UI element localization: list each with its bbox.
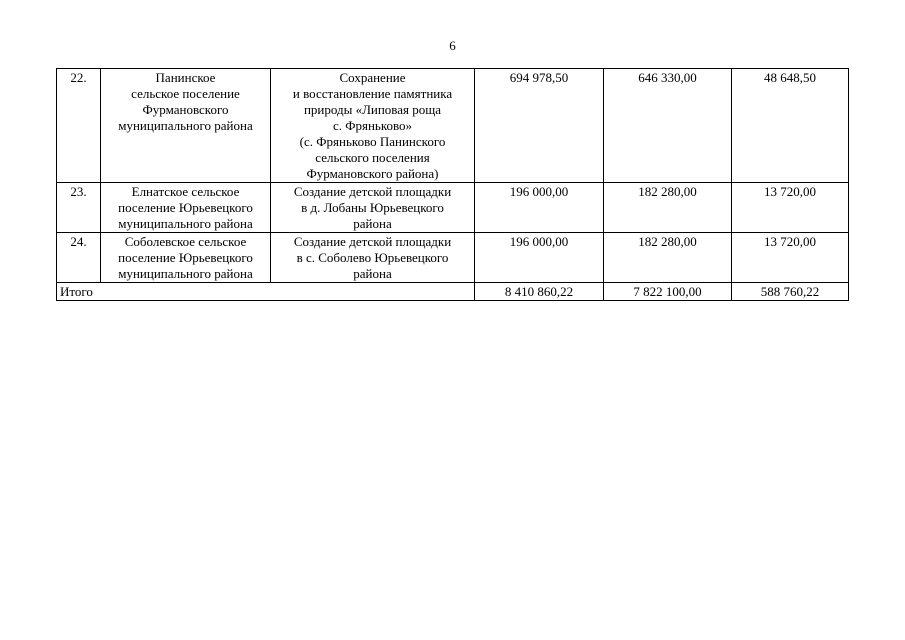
total-amount: 196 000,00 (475, 233, 604, 283)
settlement-line: поселение Юрьевецкого (118, 250, 253, 265)
project-cell (271, 69, 475, 183)
page-number: 6 (449, 38, 456, 53)
project-line: Создание детской площадки (293, 234, 452, 249)
table-row (57, 69, 849, 183)
settlement-line: муниципального района (118, 216, 253, 231)
project-line: с. Фряньково» (332, 118, 413, 133)
regional-amount: 182 280,00 (604, 183, 732, 233)
local-amount: 13 720,00 (732, 233, 849, 283)
settlement-cell (101, 69, 271, 183)
settlement-line: муниципального района (118, 266, 253, 281)
project-line: сельского поселения (315, 150, 430, 165)
regional-amount: 646 330,00 (604, 69, 732, 183)
regional-amount: 182 280,00 (604, 233, 732, 283)
settlement-line: муниципального района (118, 118, 253, 133)
row-number: 23. (57, 183, 101, 233)
total-amount: 694 978,50 (475, 69, 604, 183)
settlement-line: поселение Юрьевецкого (118, 200, 253, 215)
project-line: в с. Соболево Юрьевецкого (296, 250, 449, 265)
project-line: Фурмановского района) (306, 166, 439, 181)
project-cell (271, 183, 475, 233)
local-amount: 48 648,50 (732, 69, 849, 183)
funding-table (56, 68, 849, 301)
table-row (57, 233, 849, 283)
project-line: и восстановление памятника (292, 86, 453, 101)
project-line: (с. Фряньково Панинского (299, 134, 446, 149)
project-line: в д. Лобаны Юрьевецкого (301, 200, 444, 215)
totals-label: Итого (57, 283, 475, 301)
row-number: 24. (57, 233, 101, 283)
settlement-line: сельское поселение (131, 86, 240, 101)
project-line: Сохранение (339, 70, 406, 85)
row-number: 22. (57, 69, 101, 183)
settlement-cell (101, 233, 271, 283)
total-amount: 196 000,00 (475, 183, 604, 233)
local-amount: 13 720,00 (732, 183, 849, 233)
grand-total-amount: 8 410 860,22 (475, 283, 604, 301)
settlement-line: Соболевское сельское (124, 234, 247, 249)
project-line: Создание детской площадки (293, 184, 452, 199)
project-cell (271, 233, 475, 283)
project-line: района (353, 216, 392, 231)
settlement-cell (101, 183, 271, 233)
settlement-line: Панинское (155, 70, 216, 85)
totals-row (57, 283, 849, 301)
table-row (57, 183, 849, 233)
grand-local-amount: 588 760,22 (732, 283, 849, 301)
settlement-line: Фурмановского (142, 102, 229, 117)
settlement-line: Елнатское сельское (131, 184, 240, 199)
project-line: района (353, 266, 392, 281)
grand-regional-amount: 7 822 100,00 (604, 283, 732, 301)
project-line: природы «Липовая роща (303, 102, 442, 117)
